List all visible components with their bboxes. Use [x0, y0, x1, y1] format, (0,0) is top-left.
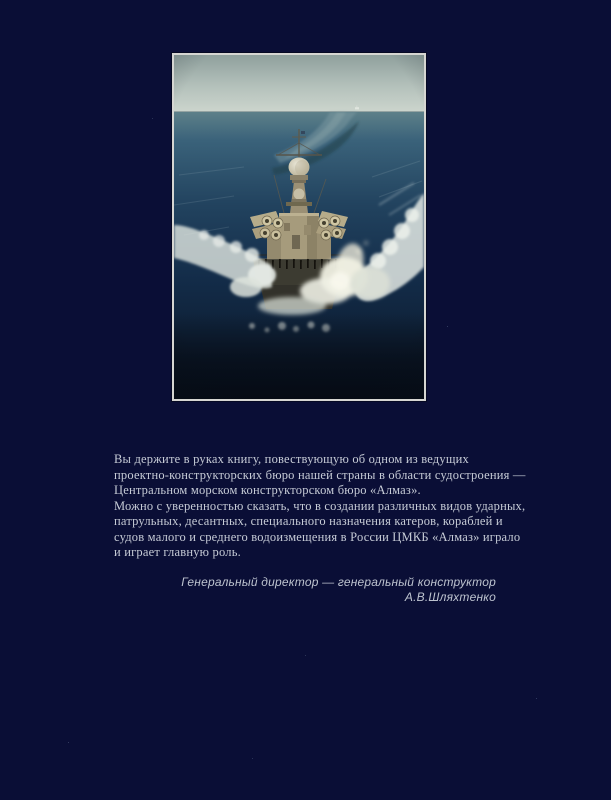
signature-title: Генеральный директор — генеральный конструктор [181, 575, 496, 589]
signature-block [115, 575, 496, 604]
annotation-line: Можно с уверенностью сказать, что в создании различных видов ударных, [114, 498, 526, 513]
annotation-line: Центральном морском конструкторском бюро «Алмаз». [114, 483, 421, 497]
cover-photo-frame [172, 53, 426, 401]
photo-vignette [174, 55, 424, 399]
annotation-line: проектно-конструкторских бюро нашей страны в области судостроения — [114, 467, 526, 482]
annotation-line: Вы держите в руках книгу, повествующую об одном из ведущих [114, 452, 469, 466]
annotation-line: судов малого и среднего водоизмещения в России ЦМКБ «Алмаз» играло [114, 529, 521, 544]
annotation-paragraph [114, 452, 534, 561]
warship-photo [174, 55, 424, 399]
signature-name: А.В.Шляхтенко [404, 589, 496, 604]
annotation-line: и играет главную роль. [114, 545, 241, 559]
scan-dust [0, 0, 1, 1]
annotation-line: патрульных, десантных, специального назначения катеров, кораблей и [114, 514, 503, 528]
